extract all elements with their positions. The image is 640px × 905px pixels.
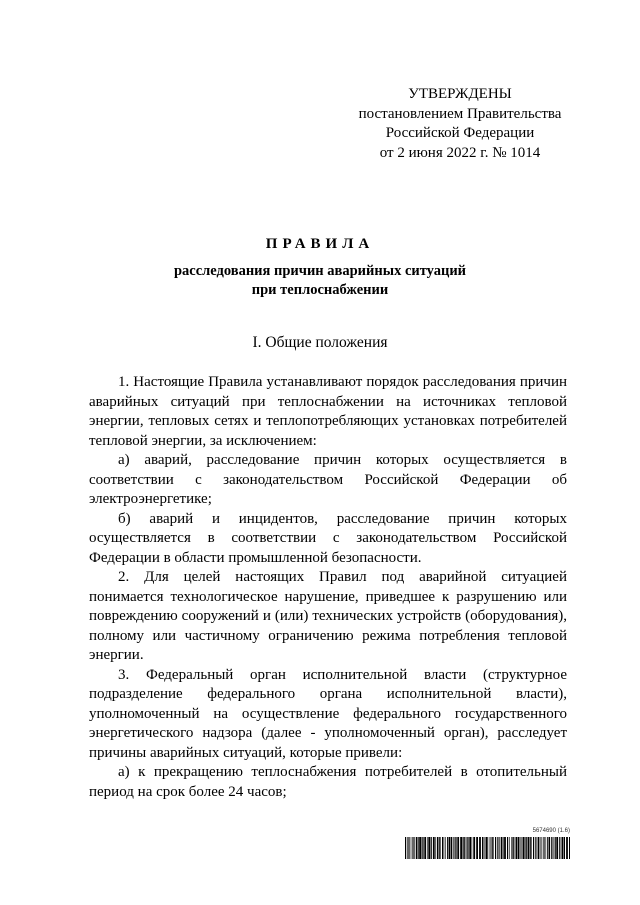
paragraph-1b: б) аварий и инцидентов, расследование причин которых осуществляется в соответствии с законодательством Российской Федерации в области промышленной безопасности. <box>89 510 567 566</box>
document-title: ПРАВИЛА <box>265 236 375 252</box>
section-heading: I. Общие положения <box>252 334 388 351</box>
paragraph-1a: а) аварий, расследование причин которых осуществляется в соответствии с законодательством Российской Федерации об электроэнергетике; <box>89 452 567 507</box>
approval-line-2: Российской Федерации <box>385 125 535 141</box>
document-title-block <box>0 234 640 300</box>
paragraph-1: 1. Настоящие Правила устанавливают порядок расследования причин аварийных ситуаций при теплоснабжении на источниках тепловой энергии, тепловых сетях и теплопотребляющих установках потребителей тепловой энергии, за исключением: <box>89 374 567 449</box>
approval-stamp <box>340 85 580 163</box>
paragraph-3a: а) к прекращению теплоснабжения потребителей в отопительный период на срок более 24 часов; <box>89 764 567 800</box>
paragraph-2: 2. Для целей настоящих Правил под аварийной ситуацией понимается технологическое нарушение, приведшее к разрушению или повреждению сооружений и (или) технических устройств (оборудования), полному или частичному ограничению режима потребления тепловой энергии. <box>89 569 567 663</box>
document-subtitle <box>0 262 640 300</box>
paragraph-3: 3. Федеральный орган исполнительной власти (структурное подразделение федерального органа исполнительной власти), уполномоченный на осуществление федерального государственного энергетического надзора (далее - уполномоченный орган), расследует причины аварийных ситуаций, которые привели: <box>89 666 567 761</box>
barcode-graphic <box>405 837 570 859</box>
approval-line-1: постановлением Правительства <box>358 105 562 122</box>
subtitle-line-1: расследования причин аварийных ситуаций <box>173 263 467 279</box>
barcode-number: 5674690 (1.6) <box>532 828 570 834</box>
approval-date-line: от 2 июня 2022 г. № 1014 <box>379 144 541 161</box>
document-body <box>89 373 567 802</box>
barcode <box>405 829 570 859</box>
approval-heading: УТВЕРЖДЕНЫ <box>408 86 512 102</box>
subtitle-line-2: при теплоснабжении <box>251 282 389 298</box>
